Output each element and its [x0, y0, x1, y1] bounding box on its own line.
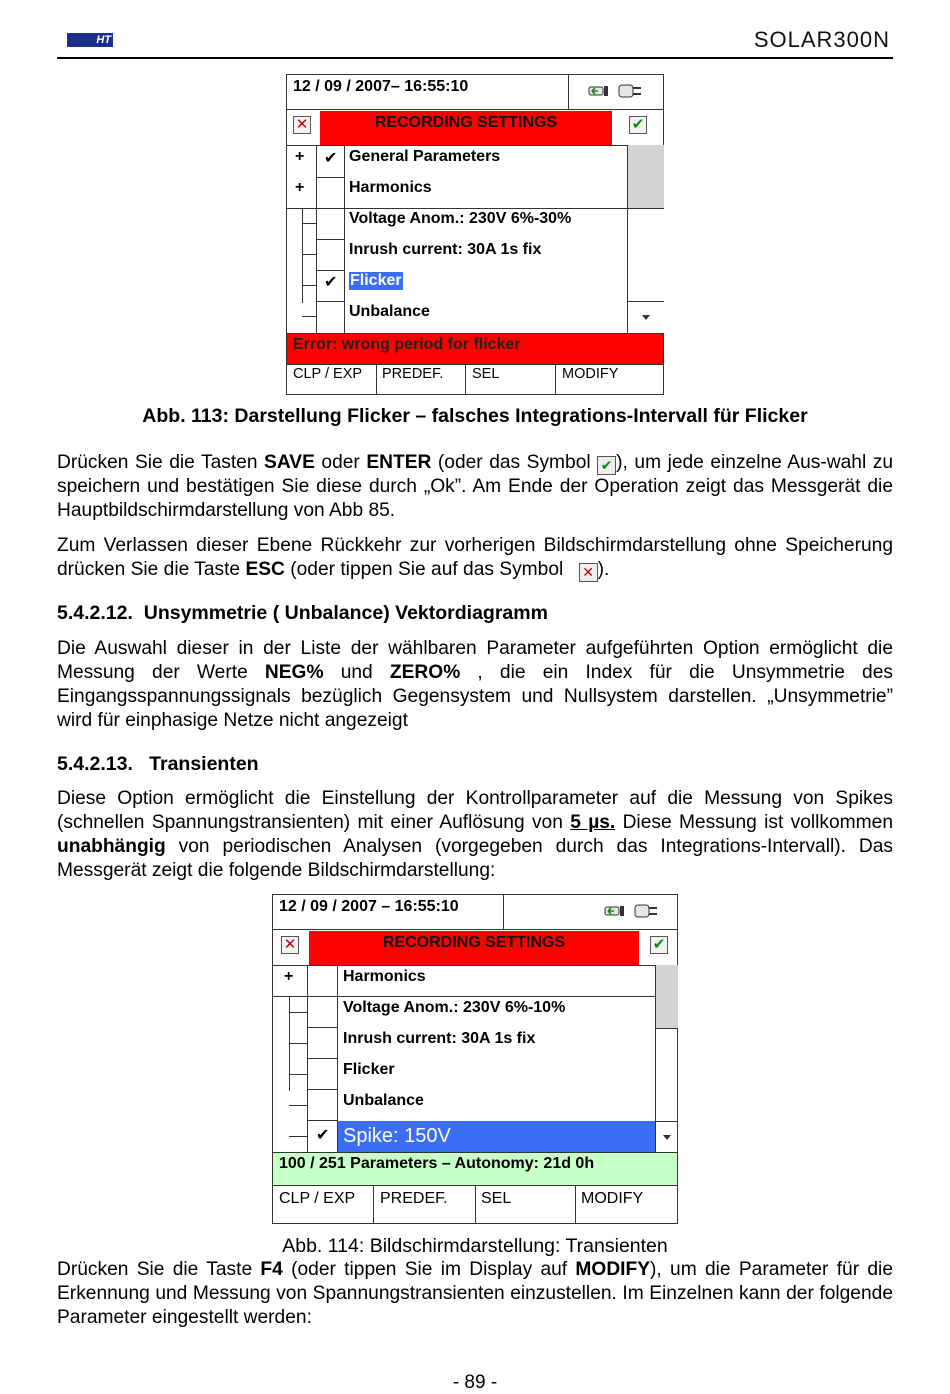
screen-title-bar: RECORDING SETTINGS — [320, 111, 612, 145]
status-bar: 100 / 251 Parameters – Autonomy: 21d 0h — [273, 1153, 677, 1185]
list-item[interactable]: Inrush current: 30A 1s fix — [343, 1030, 536, 1047]
cancel-icon[interactable]: ✕ — [293, 116, 311, 134]
recording-settings-screen-1 — [286, 74, 664, 395]
list-item[interactable]: Unbalance — [349, 303, 430, 320]
document-title: SOLAR300N — [753, 27, 890, 52]
scroll-down-arrow-icon — [628, 301, 664, 334]
list-item-prefix: + — [284, 968, 294, 985]
screen-title-bar: RECORDING SETTINGS — [309, 931, 639, 965]
scrollbar[interactable] — [655, 965, 678, 1152]
list-item[interactable]: Voltage Anom.: 230V 6%-30% — [349, 210, 572, 227]
recording-settings-screen-2 — [272, 894, 678, 1224]
sel-button[interactable]: SEL — [472, 366, 500, 382]
sel-button[interactable]: SEL — [481, 1190, 512, 1207]
list-item[interactable]: General Parameters — [349, 148, 501, 165]
list-item-prefix: + — [295, 179, 305, 196]
cancel-icon[interactable]: ✕ — [281, 936, 299, 954]
paragraph-modify: Drücken Sie die Taste F4 (oder tippen Sie im Display auf MODIFY), um die Parameter für die Erkennung und Messung von Spannungstransienten einzustellen. Im Einzelnen kann der folgende Parameter eingestellt werden: — [57, 1259, 893, 1328]
modify-button[interactable]: MODIFY — [581, 1190, 644, 1207]
section-heading-transients: 5.4.2.13. Transienten — [57, 753, 259, 775]
list-item[interactable]: Unbalance — [343, 1092, 424, 1109]
list-item[interactable]: Flicker — [343, 1061, 395, 1078]
list-item[interactable]: Harmonics — [349, 179, 432, 196]
list-item-selected[interactable]: Spike: 150V — [338, 1121, 655, 1152]
list-item[interactable]: Voltage Anom.: 230V 6%-10% — [343, 999, 566, 1016]
status-bar: Error: wrong period for flicker — [287, 334, 663, 364]
paragraph-esc: Zum Verlassen dieser Ebene Rückkehr zur vorherigen Bildschirmdarstellung ohne Speicherung drücken Sie die Taste ESC (oder tippen Sie auf das Symbol ✕ ). — [57, 535, 893, 580]
usb-plug-icon[interactable] — [587, 81, 617, 101]
list-item-selected[interactable]: Flicker — [350, 272, 402, 289]
predef-button[interactable]: PREDEF. — [382, 366, 444, 382]
list-item-prefix: + — [295, 148, 305, 165]
page-number: - 89 - — [452, 1372, 498, 1393]
datetime-label: 12 / 09 / 2007 – 16:55:10 — [279, 898, 459, 915]
checkmark-icon[interactable]: ✔ — [324, 274, 338, 291]
predef-button[interactable]: PREDEF. — [380, 1190, 448, 1207]
modify-button[interactable]: MODIFY — [562, 366, 619, 382]
power-plug-icon[interactable] — [617, 81, 647, 101]
confirm-icon[interactable]: ✔ — [629, 116, 647, 134]
usb-plug-icon[interactable] — [603, 901, 633, 921]
scrollbar[interactable] — [627, 145, 664, 333]
checkmark-icon[interactable]: ✔ — [316, 1127, 330, 1144]
brand-logo: HT — [67, 33, 113, 47]
list-item[interactable]: Inrush current: 30A 1s fix — [349, 241, 542, 258]
scroll-down-arrow-icon — [656, 1121, 678, 1153]
figure-caption-113: Abb. 113: Darstellung Flicker – falsches Integrations-Intervall für Flicker — [142, 405, 808, 427]
power-plug-icon[interactable] — [633, 901, 663, 921]
confirm-icon: ✔ — [597, 456, 616, 475]
header-divider — [57, 57, 893, 59]
paragraph-transients: Diese Option ermöglicht die Einstellung der Kontrollparameter auf die Messung von Spikes (schnellen Spannungstransienten) mit einer Auflösung von 5 µs. Diese Messung ist vollkommen unabhängig von periodischen Analysen (vorgegeben durch das Integrations-Intervall). Das Messgerät zeigt die folgende Bildschirmdarstellung: — [57, 788, 893, 881]
datetime-label: 12 / 09 / 2007– 16:55:10 — [293, 78, 469, 95]
confirm-icon[interactable]: ✔ — [650, 936, 668, 954]
clp-exp-button[interactable]: CLP / EXP — [293, 366, 363, 382]
section-heading-unbalance: 5.4.2.12. Unsymmetrie ( Unbalance) Vektordiagramm — [57, 602, 548, 624]
cancel-icon: ✕ — [579, 563, 598, 582]
list-item[interactable]: Harmonics — [343, 968, 426, 985]
paragraph-save: Drücken Sie die Tasten SAVE oder ENTER (oder das Symbol ✔ ), um jede einzelne Aus-wahl zu speichern und bestätigen Sie diese durch „Ok”. Am Ende der Operation zeigt das Messgerät die Hauptbildschirmdarstellung von Abb 85. — [57, 452, 893, 521]
paragraph-unbalance: Die Auswahl dieser in der Liste der wählbaren Parameter aufgeführten Option ermöglicht die Messung der Werte NEG% und ZERO% , die ein Index für die Unsymmetrie des Eingangsspannungssignals bezüglich Gegensystem und Nullsystem darstellen. „Unsymmetrie” wird für einphasige Netze nicht angezeigt — [57, 638, 893, 731]
checkmark-icon[interactable]: ✔ — [324, 150, 338, 167]
clp-exp-button[interactable]: CLP / EXP — [279, 1190, 356, 1207]
figure-caption-114: Abb. 114: Bildschirmdarstellung: Transienten — [282, 1235, 668, 1257]
